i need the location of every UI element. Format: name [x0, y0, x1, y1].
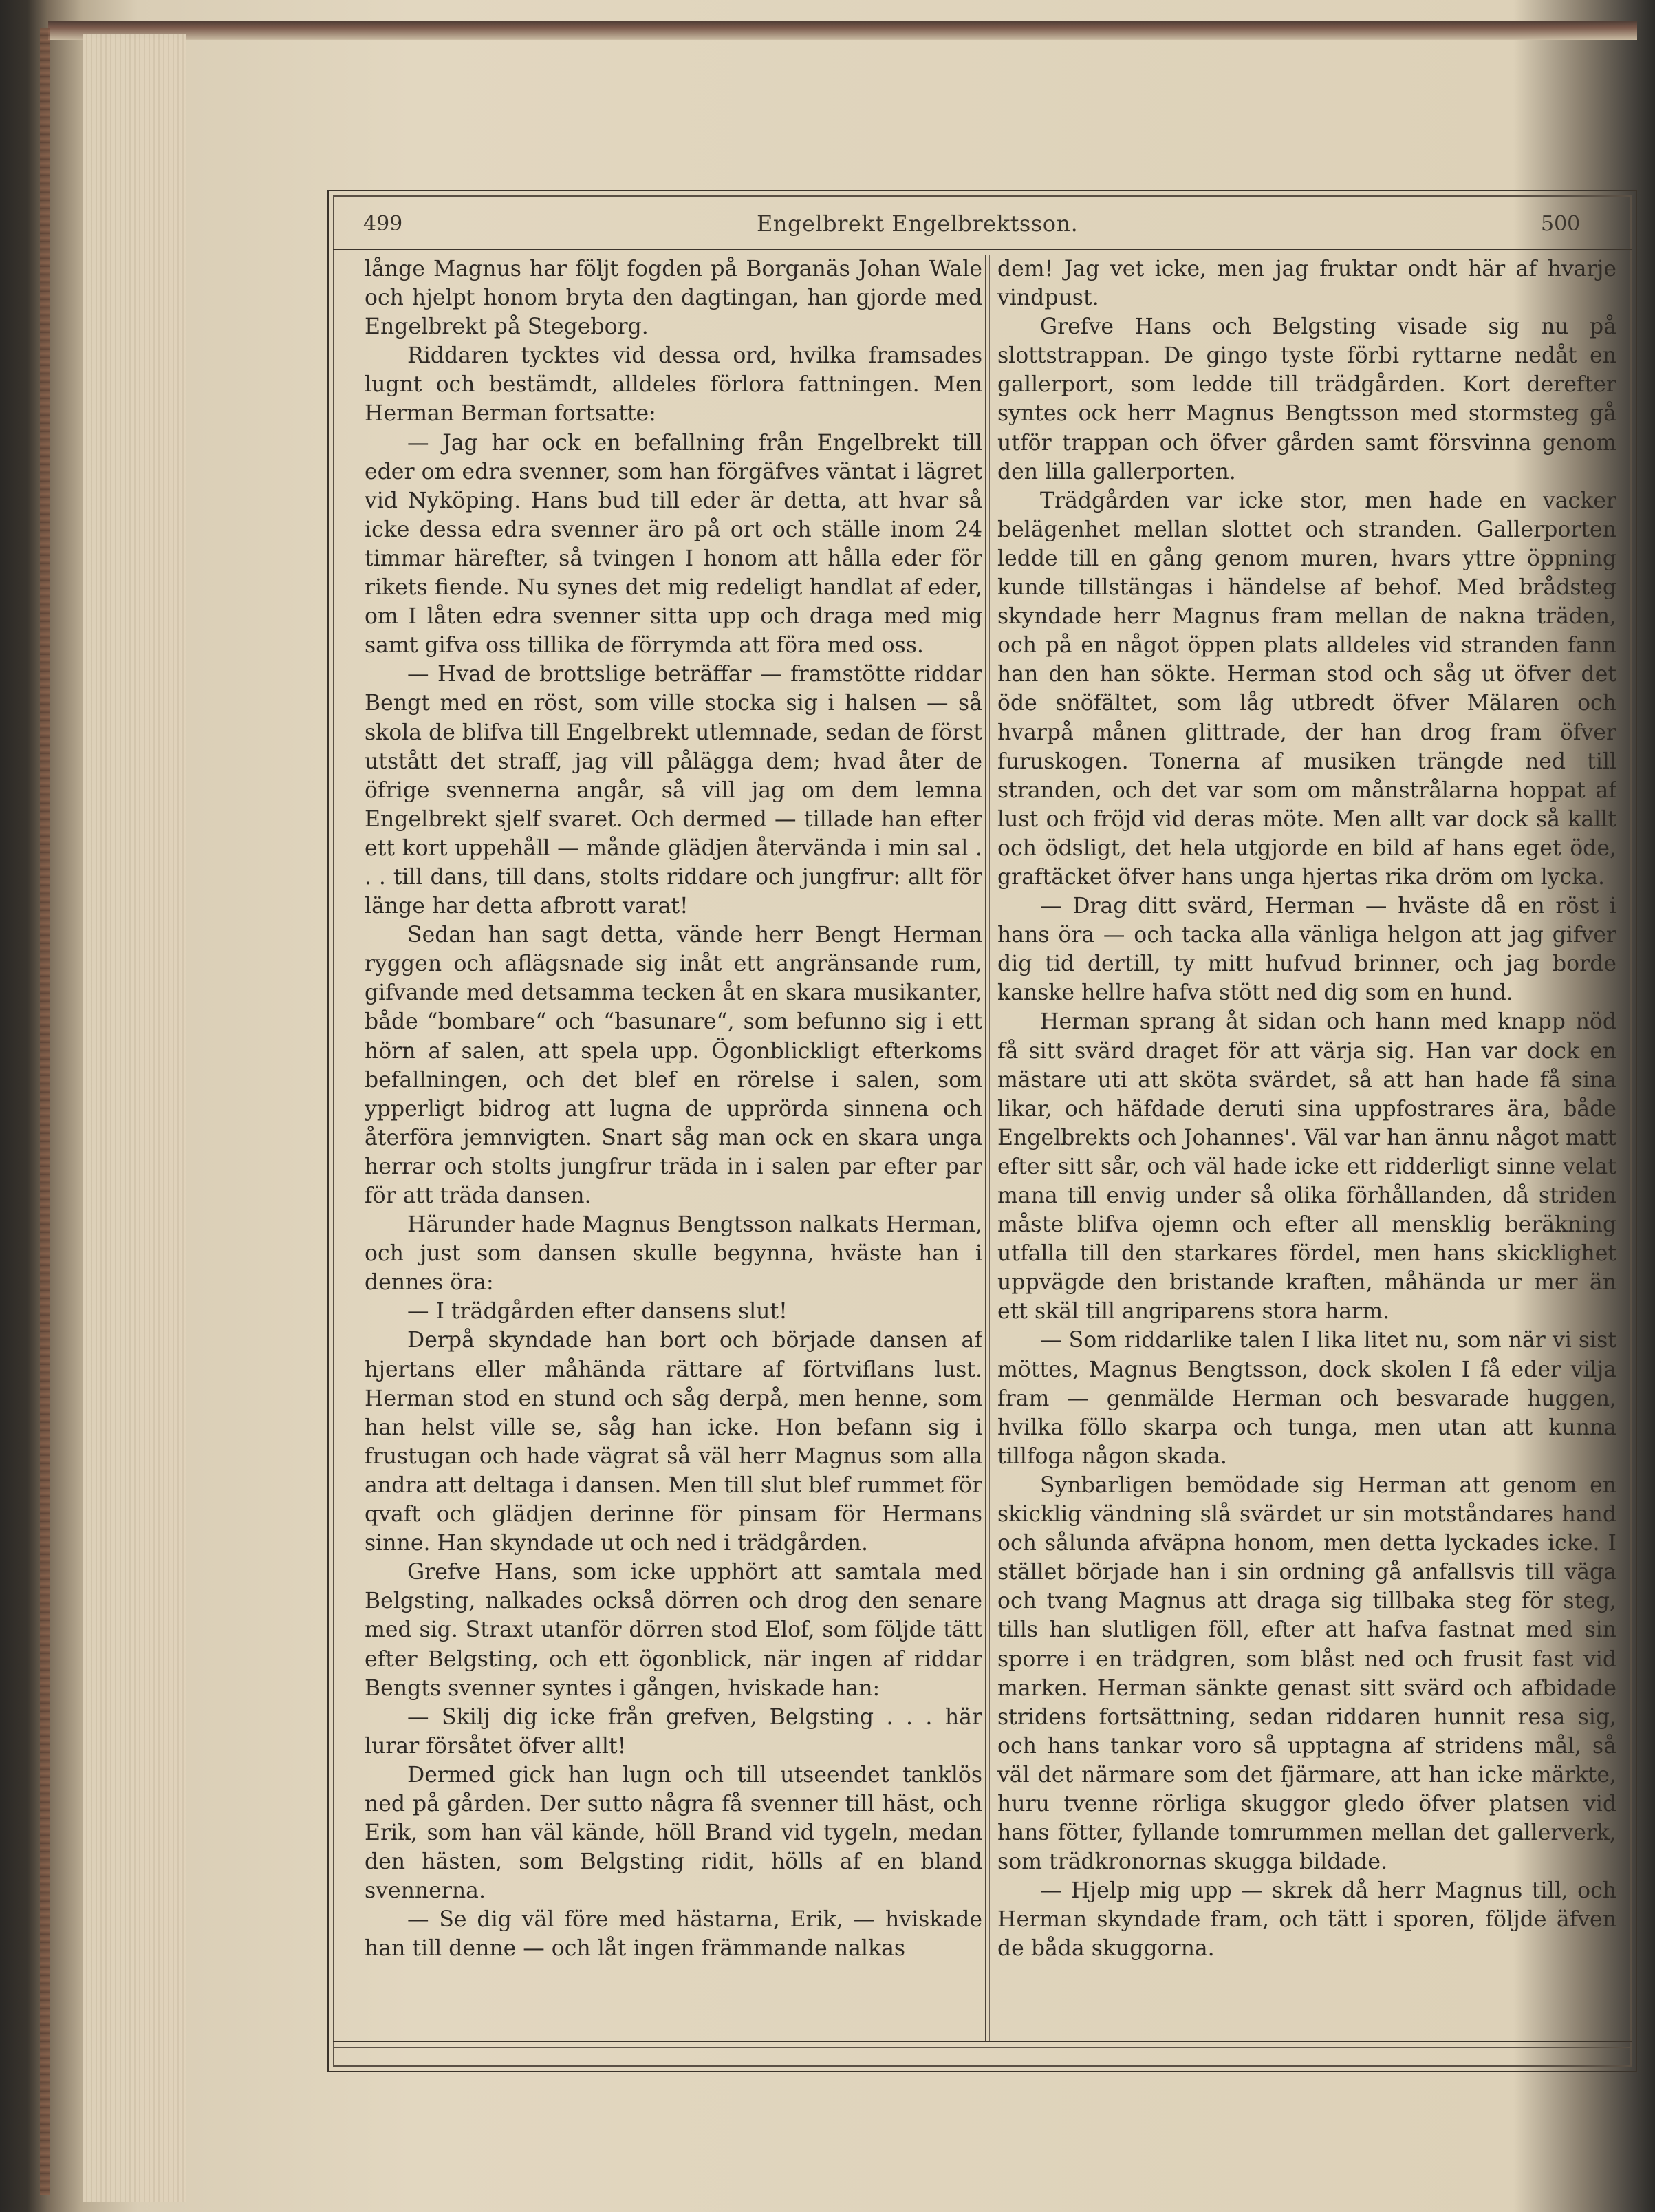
paragraph: — Drag ditt svärd, Herman — hväste då en röst i hans öra — och tacka alla vänliga helgon att jag gifver dig tid dertill, ty mitt hufvud brinner, och jag borde kanske hellre hafva stött ned dig som en hund. — [997, 894, 1616, 1006]
column-divider-thin — [989, 255, 990, 2041]
text-column-left — [365, 255, 982, 2037]
paragraph: — Hvad de brottslige beträffar — framstötte riddar Bengt med en röst, som ville stocka sig i halsen — så skola de blifva till Engelbrekt utlemnade, sedan de först utstått det straff, jag vill pålägga dem; hvad åter de öfrige svennerna angår, så vill jag om dem lemna Engelbrekt sjelf svaret. Och dermed — tillade han efter ett kort uppehåll — månde glädjen återvända i min sal . . . till dans, till dans, stolts riddare och jungfrur: allt för länge har detta afbrott varat! — [365, 662, 982, 919]
paragraph: Herman sprang åt sidan och hann med knapp nöd få sitt svärd draget för att värja sig. Han var dock en mästare uti att sköta svärdet, så att han hade få sina likar, och häfdade deruti sina uppfostrares ära, både Engelbrekts och Johannes'. Väl var han ännu något matt efter sitt sår, och väl hade icke ett ridderligt sinne velat mana till envig under så olika förhållanden, då striden måste blifva ojemn och efter all mensklig beräkning utfalla till den starkares fördel, men hans skicklighet uppvägde den bristande kraften, måhända ur mer än ett skäl till angriparens stora harm. — [997, 1009, 1616, 1324]
paragraph: Dermed gick han lugn och till utseendet tanklös ned på gården. Der sutto några få svenner till häst, och Erik, som han väl kände, höll Brand vid tygeln, medan den hästen, som Belgsting ridit, hölls af en bland svennerna. — [365, 1762, 982, 1904]
paragraph: långe Magnus har följt fogden på Borganäs Johan Wale och hjelpt honom bryta den dagtingan, han gjorde med Engelbrekt på Stegeborg. — [365, 257, 982, 340]
book-top-edge — [48, 21, 1637, 40]
paragraph: — Jag har ock en befallning från Engelbrekt till eder om edra svenner, som han förgäfves väntat i lägret vid Nyköping. Hans bud till eder är detta, att hvar så icke dessa edra svenner äro på ort och ställe inom 24 timmar härefter, så tvingen I honom att hålla eder för rikets fiende. Nu synes det mig redeligt handlat af eder, om I låten edra svenner sitta upp och draga med mig samt gifva oss tillika de förrymda att föra med oss. — [365, 430, 982, 658]
paragraph: Trädgården var icke stor, men hade en vacker belägenhet mellan slottet och stranden. Gallerporten ledde till en gång genom muren, hvars yttre öppning kunde tillstängas i händelse af behof. Med brådsteg skyndade herr Magnus fram mellan de nakna träden, och på en något öppen plats alldeles vid stranden fann han den han sökte. Herman stod och såg ut öfver det öde snöfältet, som låg utbredt öfver Mälaren och hvarpå månen glittrade, der han drog fram öfver furuskogen. Tonerna af musiken trängde ned till stranden, och det var som om månstrålarna hoppat af lust och fröjd vid deras möte. Men allt var dock så kallt och ödsligt, det hela utgjorde en bild af hans eget öde, graftäcket öfver hans unga hjertas rika dröm om lycka. — [997, 488, 1616, 890]
paragraph: — Skilj dig icke från grefven, Belgsting . . . här lurar försåtet öfver allt! — [365, 1704, 982, 1759]
paragraph: Härunder hade Magnus Bengtsson nalkats Herman, och just som dansen skulle begynna, hväste han i dennes öra: — [365, 1212, 982, 1296]
paragraph: Sedan han sagt detta, vände herr Bengt Herman ryggen och aflägsnade sig inåt ett angränsande rum, gifvande med detsamma tecken åt en skara musikanter, både “bombare“ och “basunare“, som befunno sig i ett hörn af salen, att spela upp. Ögonblickligt efterkoms befallningen, och det blef en rörelse i salen, som ypperligt bidrog att lugna de upprörda sinnena och återföra jemnvigten. Snart såg man ock en skara unga herrar och stolts jungfrur träda in i salen par efter par för att träda dansen. — [365, 923, 982, 1208]
page-stack-edges — [83, 34, 186, 2202]
paragraph: — Se dig väl före med hästarna, Erik, — hviskade han till denne — och låt ingen främmande nalkas — [365, 1907, 982, 1962]
paragraph: Derpå skyndade han bort och började dansen af hjertans eller måhända rättare af förtviflans lust. Herman stod en stund och såg derpå, men henne, som han helst ville se, såg han icke. Hon befann sig i frustugan och hade vägrat så väl herr Magnus som alla andra att deltaga i dansen. Men till slut blef rummet för qvaft och glädjen derinne för pinsam för Hermans sinne. Han skyndade ut och ned i trädgården. — [365, 1328, 982, 1556]
paragraph: Grefve Hans och Belgsting visade sig nu på slottstrappan. De gingo tyste förbi ryttarne nedåt en gallerport, som ledde till trädgården. Kort derefter syntes ock herr Magnus Bengtsson med stormsteg gå utför trappan och öfver gården samt försvinna genom den lilla gallerporten. — [997, 314, 1616, 484]
page-number-right: 500 — [1541, 212, 1581, 236]
footer-rule — [333, 2041, 1632, 2042]
book-spine-edge — [40, 28, 50, 2195]
paragraph: dem! Jag vet icke, men jag fruktar ondt här af hvarje vindpust. — [997, 257, 1616, 311]
column-divider — [985, 255, 986, 2041]
footer-rule-thin — [333, 2047, 1632, 2048]
paragraph: — Som riddarlike talen I lika litet nu, som när vi sist möttes, Magnus Bengtsson, dock skolen I få eder vilja fram — genmälde Herman och besvarade huggen, hvilka föllo skarpa och tunga, men utan att kunna tillfoga någon skada. — [997, 1328, 1616, 1469]
header-rule — [333, 249, 1632, 250]
page-number-left: 499 — [363, 212, 403, 236]
paragraph: Synbarligen bemödade sig Herman att genom en skicklig vändning slå svärdet ur sin motståndares hand och sålunda afväpna honom, men detta lyckades icke. I stället började han i sin ordning gå anfallsvis till väga och tvang Magnus att draga sig tillbaka steg för steg, tills han slutligen föll, efter att hafva fastnat med sin sporre i en trädgren, som blåst ned och frusit fast vid marken. Herman sänkte genast sitt svärd och afbidade stridens fortsättning, sedan riddaren hunnit resa sig, och hans tankar voro så upptagna af stridens mål, så väl det närmare som det fjärmare, att han icke märkte, huru tvenne rörliga skuggor gledo öfver platsen vid hans fötter, fyllande tomrummen mellan det gallerverk, som trädkronornas skugga bildade. — [997, 1472, 1616, 1875]
paragraph: — Hjelp mig upp — skrek då herr Magnus till, och Herman skyndade fram, och tätt i sporen, följde äfven de båda skuggorna. — [997, 1878, 1616, 1962]
text-column-right — [997, 255, 1616, 2037]
paragraph: Grefve Hans, som icke upphört att samtala med Belgsting, nalkades också dörren och drog den senare med sig. Straxt utanför dörren stod Elof, som följde tätt efter Belgsting, och ett ögonblick, när ingen af riddar Bengts svenner syntes i gången, hviskade han: — [365, 1560, 982, 1701]
paragraph: Riddaren tycktes vid dessa ord, hvilka framsades lugnt och bestämdt, alldeles förlora fattningen. Men Herman Berman fortsatte: — [365, 343, 982, 427]
paragraph: — I trädgården efter dansens slut! — [407, 1299, 788, 1324]
running-title: Engelbrekt Engelbrektsson. — [757, 211, 1079, 237]
